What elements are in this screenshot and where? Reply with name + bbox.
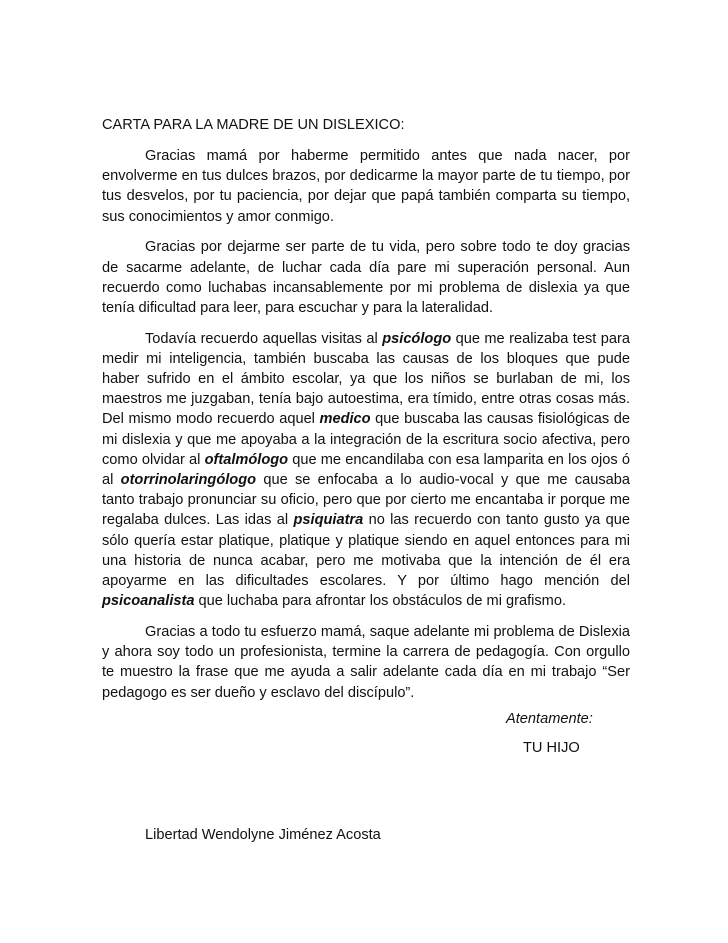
paragraph-3-text: que me encandilaba con esa lamparita en los ojos ó al [102, 451, 630, 489]
paragraph-4: Gracias a todo tu esfuerzo mamá, saque adelante mi problema de Dislexia y ahora soy todo un profesionista, termine la carrera de pedagogía. Con orgullo te muestro la frase que me ayuda a salir adelante cada día en mi trabajo “Ser pedagogo es ser dueño y esclavo del discípulo”. [102, 623, 630, 701]
paragraph-3-text: que luchaba para afrontar los obstáculos de mi grafismo. [194, 593, 567, 610]
paragraph-3 [102, 329, 630, 612]
paragraph-3-text: que se enfocaba a lo audio-vocal y que me causaba tanto trabajo pronunciar su oficio, pero que por cierto me encantaba ir porque me regalaba dulces. Las idas al [102, 472, 630, 529]
closing-salutation: Atentamente: [506, 711, 593, 727]
paragraph-3-text: no las recuerdo con tanto gusto ya que sólo quería estar platique, platique y platique siendo en aquel entonces para mi una historia de nunca acabar, pero me motivaba que la intención de él era apoyarme en las dificultades escolares. Y por último hago mención del [102, 512, 631, 590]
letter-body [102, 146, 630, 703]
paragraph-3-text: que me realizaba test para medir mi inteligencia, también buscaba las causas de los bloques que pude haber sufrido en el ámbito escolar, ya que los niños se burlaban de mi, los maestros me juzgaban, tenía bajo autoestima, era tímido, entre otras cosas más. Del mismo modo recuerdo aquel [102, 330, 630, 428]
letter-title: CARTA PARA LA MADRE DE UN DISLEXICO: [102, 117, 405, 133]
author-name: Libertad Wendolyne Jiménez Acosta [145, 827, 381, 843]
paragraph-2: Gracias por dejarme ser parte de tu vida, pero sobre todo te doy gracias de sacarme adelante, de luchar cada día pare mi superación personal. Aun recuerdo como luchabas incansablemente por mi problema de dislexia ya que tenía dificultad para leer, para escuchar y para la lateralidad. [102, 239, 630, 316]
sender-signature: TU HIJO [523, 740, 580, 756]
paragraph-1: Gracias mamá por haberme permitido antes que nada nacer, por envolverme en tus dulces brazos, por dedicarme la mayor parte de tu tiempo, por tus desvelos, por tu paciencia, por dejar que papá también comparta su tiempo, sus conocimientos y amor conmigo. [102, 148, 630, 225]
term-psicologo: psicólogo [382, 330, 452, 347]
term-oftalmologo: oftalmólogo [204, 451, 289, 468]
term-psicoanalista: psicoanalista [102, 593, 195, 610]
paragraph-3-text: que buscaba las causas fisiológicas de mi dislexia y que me apoyaba a la integración de la escritura socio afectiva, pero como olvidar al [102, 411, 630, 468]
paragraph-3-text: Todavía recuerdo aquellas visitas al [145, 330, 383, 347]
term-psiquiatra: psiquiatra [293, 512, 364, 529]
term-otorrinolaringologo: otorrinolaringólogo [120, 472, 257, 489]
term-medico: medico [319, 411, 371, 428]
